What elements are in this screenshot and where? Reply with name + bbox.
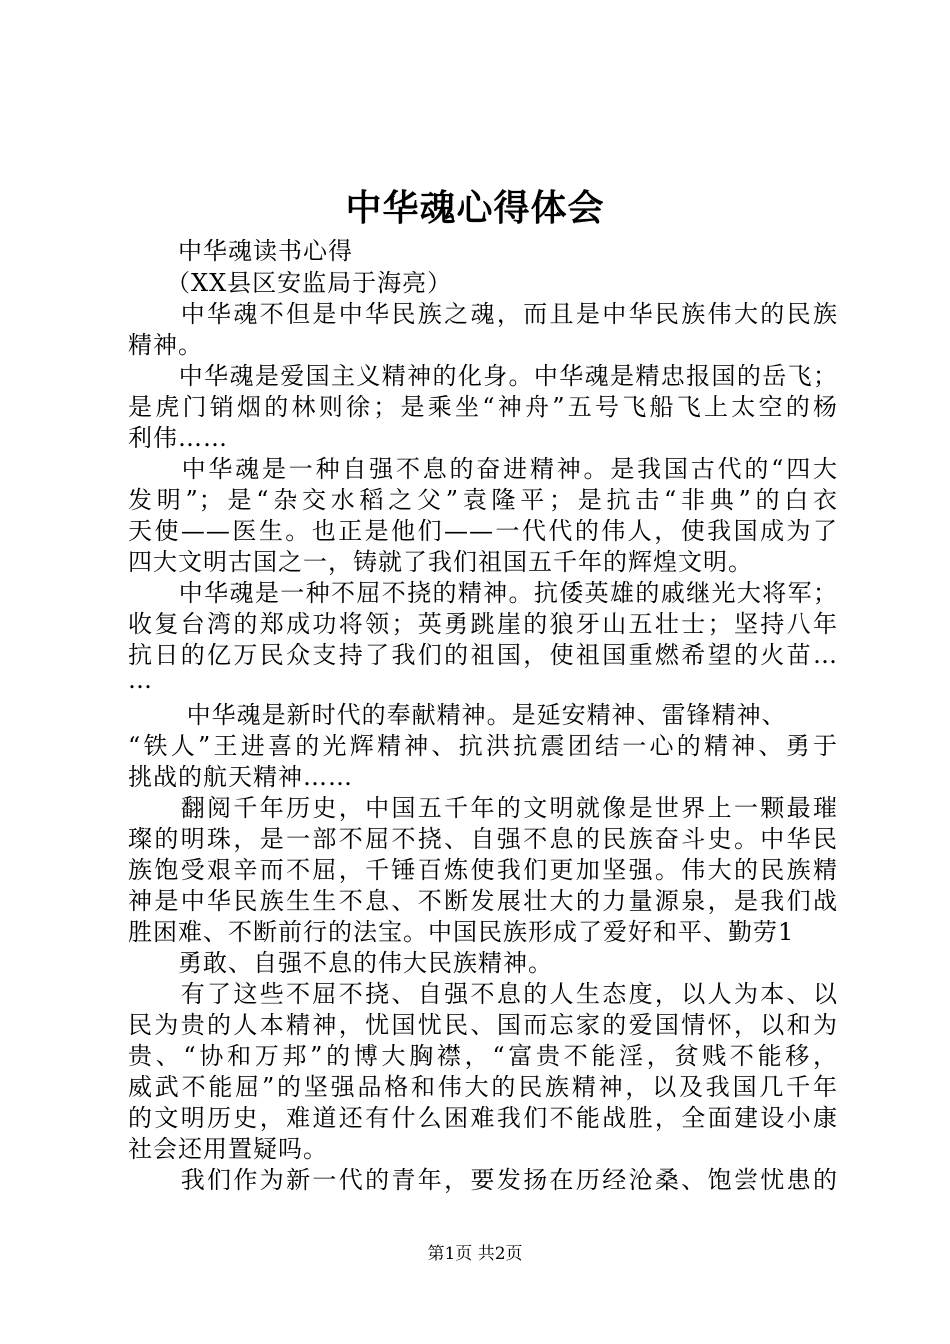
body-line: 中华魂是一种自强不息的奋进精神。是我国古代的“四大	[128, 455, 838, 483]
body-line: 是虎门销烟的林则徐；是乘坐“神舟”五号飞船飞上太空的杨	[128, 393, 838, 421]
body-line: 翻阅千年历史，中国五千年的文明就像是世界上一颗最璀	[128, 794, 838, 822]
body-line: 利伟……	[128, 424, 228, 452]
body-line: 收复台湾的郑成功将领；英勇跳崖的狼牙山五壮士；坚持八年	[128, 610, 838, 638]
body-line: 有了这些不屈不挠、自强不息的人生态度，以人为本、以	[128, 980, 838, 1008]
body-line: 四大文明古国之一，铸就了我们祖国五千年的辉煌文明。	[128, 548, 753, 576]
body-line: 胜困难、不断前行的法宝。中国民族形成了爱好和平、勤劳1	[128, 918, 795, 946]
body-line: 挑战的航天精神……	[128, 763, 353, 791]
body-line: 中华魂是爱国主义精神的化身。中华魂是精忠报国的岳飞；	[128, 362, 838, 390]
body-line: 族饱受艰辛而不屈，千锤百炼使我们更加坚强。伟大的民族精	[128, 856, 838, 884]
body-line: 勇敢、自强不息的伟大民族精神。	[128, 949, 553, 977]
body-line: 社会还用置疑吗。	[128, 1135, 328, 1163]
body-line: 神是中华民族生生不息、不断发展壮大的力量源泉，是我们战	[128, 887, 838, 915]
body-line: 中华魂读书心得	[128, 237, 353, 265]
body-line: 我们作为新一代的青年，要发扬在历经沧桑、饱尝忧患的	[128, 1166, 838, 1194]
body-line: （XX县区安监局于海亮）	[128, 269, 453, 297]
body-line: 璨的明珠，是一部不屈不挠、自强不息的民族奋斗史。中华民	[128, 825, 838, 853]
body-line: 中华魂是新时代的奉献精神。是延安精神、雷锋精神、	[128, 701, 787, 729]
body-line: 中华魂是一种不屈不挠的精神。抗倭英雄的戚继光大将军；	[128, 579, 838, 607]
body-line: 天使——医生。也正是他们——一代代的伟人，使我国成为了	[128, 517, 838, 545]
body-line: 贵、“协和万邦”的博大胸襟，“富贵不能淫，贫贱不能移，	[128, 1042, 838, 1070]
body-line: 威武不能屈”的坚强品格和伟大的民族精神，以及我国几千年	[128, 1073, 838, 1101]
body-line: 精神。	[128, 331, 203, 359]
body-line: 发明”；是“杂交水稻之父”袁隆平；是抗击“非典”的白衣	[128, 486, 838, 514]
body-line: “铁人”王进喜的光辉精神、抗洪抗震团结一心的精神、勇于	[128, 732, 838, 760]
body-line: …	[128, 666, 153, 694]
document-title: 中华魂心得体会	[345, 187, 605, 229]
body-line: 民为贵的人本精神，忧国忧民、国而忘家的爱国情怀，以和为	[128, 1011, 838, 1039]
page-footer: 第1页 共2页	[427, 1244, 523, 1264]
body-line: 的文明历史，难道还有什么困难我们不能战胜，全面建设小康	[128, 1104, 838, 1132]
body-line: 中华魂不但是中华民族之魂，而且是中华民族伟大的民族	[128, 300, 838, 328]
body-line: 抗日的亿万民众支持了我们的祖国，使祖国重燃希望的火苗…	[128, 641, 838, 669]
